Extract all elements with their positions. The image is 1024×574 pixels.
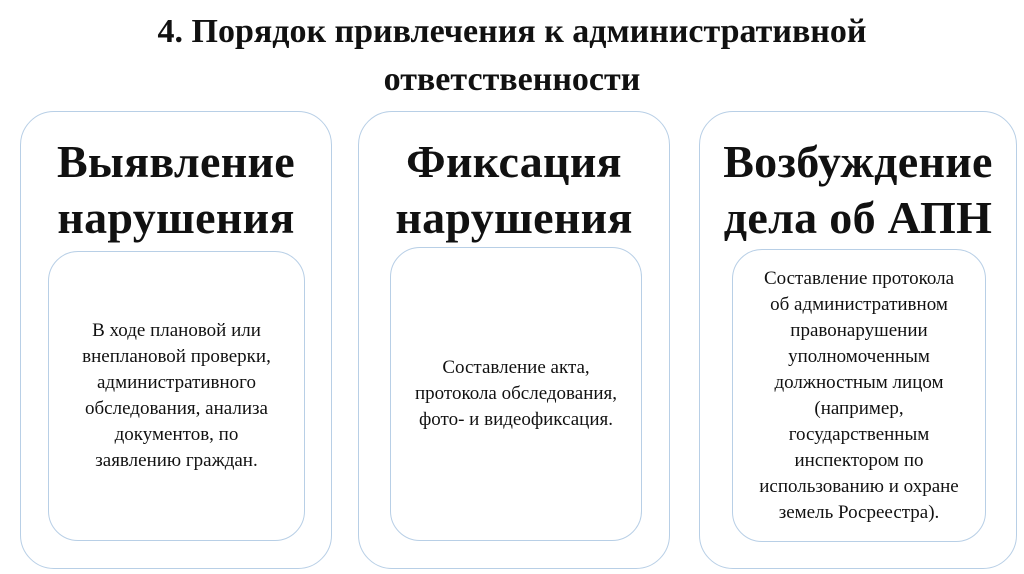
description-line: В ходе плановой или xyxy=(92,320,261,341)
description-line: протокола обследования, xyxy=(414,383,618,404)
description-line: (например, xyxy=(814,397,904,419)
slide-title-line-2: ответственности xyxy=(383,61,641,98)
description-line: административного xyxy=(97,372,256,393)
card-description xyxy=(759,266,958,526)
card-initiation xyxy=(699,111,1017,569)
description-line: инспектором по xyxy=(794,449,924,471)
card-heading xyxy=(21,134,331,246)
description-line: Составление протокола xyxy=(763,267,955,289)
slide-title xyxy=(0,8,1024,104)
card-heading-line: Возбуждение xyxy=(723,136,993,187)
card-heading-line: Выявление xyxy=(56,136,296,187)
card-description-box xyxy=(48,251,305,541)
card-heading xyxy=(700,134,1016,246)
card-heading-line: нарушения xyxy=(395,192,633,243)
description-line: документов, по xyxy=(114,424,239,445)
description-line: заявлению граждан. xyxy=(95,450,258,471)
card-heading-line: дела об АПН xyxy=(723,192,993,243)
description-line: государственным xyxy=(788,423,930,445)
card-heading-line: Фиксация xyxy=(406,136,622,187)
description-line: использованию и охране xyxy=(759,475,959,497)
description-line: об административном xyxy=(770,293,948,315)
description-line: земель Росреестра). xyxy=(778,501,940,523)
card-heading-line: нарушения xyxy=(57,192,295,243)
card-detection xyxy=(20,111,332,569)
slide-title-line-1: 4. Порядок привлечения к административной xyxy=(157,13,867,50)
description-line: уполномоченным xyxy=(788,345,930,367)
description-line: Составление акта, xyxy=(442,357,590,378)
card-description-box xyxy=(732,249,986,542)
card-description xyxy=(82,318,271,474)
card-description-box xyxy=(390,247,642,541)
description-line: фото- и видеофиксация. xyxy=(418,409,613,430)
card-recording xyxy=(358,111,670,569)
card-description xyxy=(415,355,617,433)
card-heading xyxy=(359,134,669,246)
description-line: должностным лицом xyxy=(774,371,944,393)
description-line: обследования, анализа xyxy=(85,398,268,419)
description-line: правонарушении xyxy=(790,319,928,341)
description-line: внеплановой проверки, xyxy=(82,346,271,367)
